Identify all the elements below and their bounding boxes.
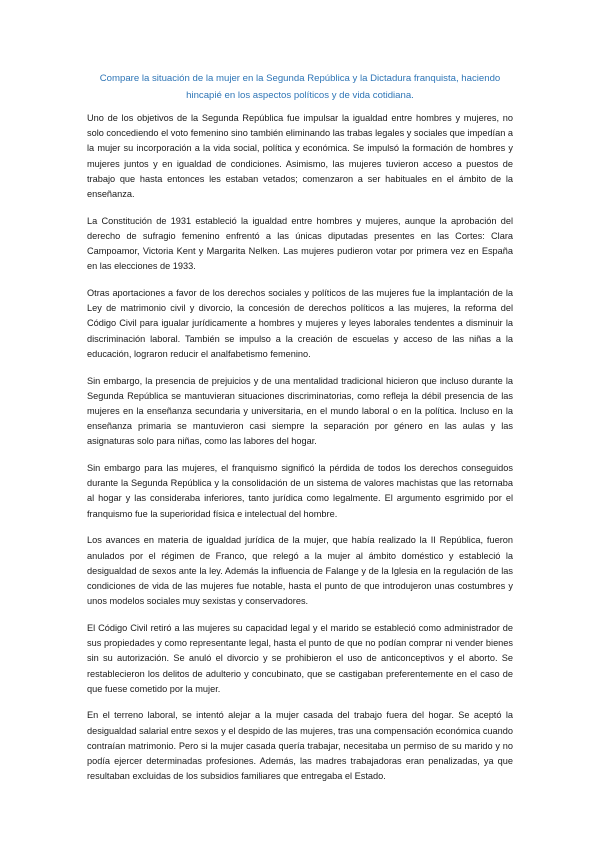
paragraph-8: En el terreno laboral, se intentó alejar a la mujer casada del trabajo fuera del hogar. Se aceptó la desigualdad salarial entre sexos y el despido de las mujeres, tras una compensación económica cuando contraían matrimonio. Pero si la mujer casada quería trabajar, necesitaba un permiso de su marido y no podía ejercer determinadas profesiones. Además, las madres trabajadoras eran penalizadas, ya que resultaban excluidas de los subsidios familiares que entregaba el Estado. (87, 710, 513, 782)
paragraph-1: Uno de los objetivos de la Segunda República fue impulsar la igualdad entre hombres y mujeres, no solo concediendo el voto femenino sino también eliminando las trabas legales y sociales que impedían a la mujer su incorporación a la vida social, política y económica. Se impulsó la formación de hombres y mujeres juntos y en igualdad de condiciones. Asimismo, las mujeres tuvieron acceso a puestos de trabajo que hasta entonces les estaban vetados; comenzaron a ser habituales en el ámbito de la enseñanza. (87, 113, 513, 200)
paragraph-4: Sin embargo, la presencia de prejuicios y de una mentalidad tradicional hicieron que incluso durante la Segunda República se mantuvieran situaciones discriminatorias, como refleja la débil presencia de las mujeres en la enseñanza secundaria y universitaria, en el mundo laboral o en la política. Incluso en la enseñanza primaria se mantuvieron casi siempre la separación por género en las aulas y las asignaturas solo para niñas, como las labores del hogar. (87, 375, 513, 447)
document-body (87, 111, 513, 796)
paragraph-7: El Código Civil retiró a las mujeres su capacidad legal y el marido se estableció como administrador de sus propiedades y como representante legal, hasta el punto de que no podían comprar ni vender bienes sin su autorización. Se anuló el divorcio y se prohibieron el uso de anticonceptivos y el aborto. Se restablecieron los delitos de adulterio y concubinato, que se castigaban preferentemente en el caso de que fuese cometido por la mujer. (87, 622, 513, 694)
paragraph-2: La Constitución de 1931 estableció la igualdad entre hombres y mujeres, aunque la aprobación del derecho de sufragio femenino enfrentó a las únicas diputadas presentes en las Cortes: Clara Campoamor, Victoria Kent y Margarita Nelken. Las mujeres pudieron votar por primera vez en España en las elecciones de 1933. (87, 215, 513, 272)
document-title: Compare la situación de la mujer en la Segunda República y la Dictadura franquista, haciendo hincapié en los aspectos políticos y de vida cotidiana. (99, 73, 501, 101)
paragraph-3: Otras aportaciones a favor de los derechos sociales y políticos de las mujeres fue la implantación de la Ley de matrimonio civil y divorcio, la concesión de derechos políticos a las mujeres, la reforma del Código Civil para igualar jurídicamente a hombres y mujeres y leyes laborales tendentes a disminuir la discriminación laboral. También se impulso a la creación de escuelas y acceso de las niñas a la educación, lograron reducir el analfabetismo femenino. (87, 288, 513, 359)
paragraph-6: Los avances en materia de igualdad jurídica de la mujer, que había realizado la II República, fueron anulados por el régimen de Franco, que relegó a la mujer al ámbito doméstico y estableció la desigualdad de sexos ante la ley. Además la influencia de Falange y de la Iglesia en la regulación de las condiciones de vida de las mujeres fue notable, hasta el punto de que introdujeron unas costumbres y unos modelos sociales muy sexistas y conservadores. (87, 535, 513, 607)
paragraph-5: Sin embargo para las mujeres, el franquismo significó la pérdida de todos los derechos conseguidos durante la Segunda República y la consolidación de un sistema de valores machistas que las retornaba al hogar y las consideraba inferiores, tanto jurídica como legalmente. El argumento esgrimido por el franquismo fue la superioridad física e intelectual del hombre. (87, 463, 513, 519)
